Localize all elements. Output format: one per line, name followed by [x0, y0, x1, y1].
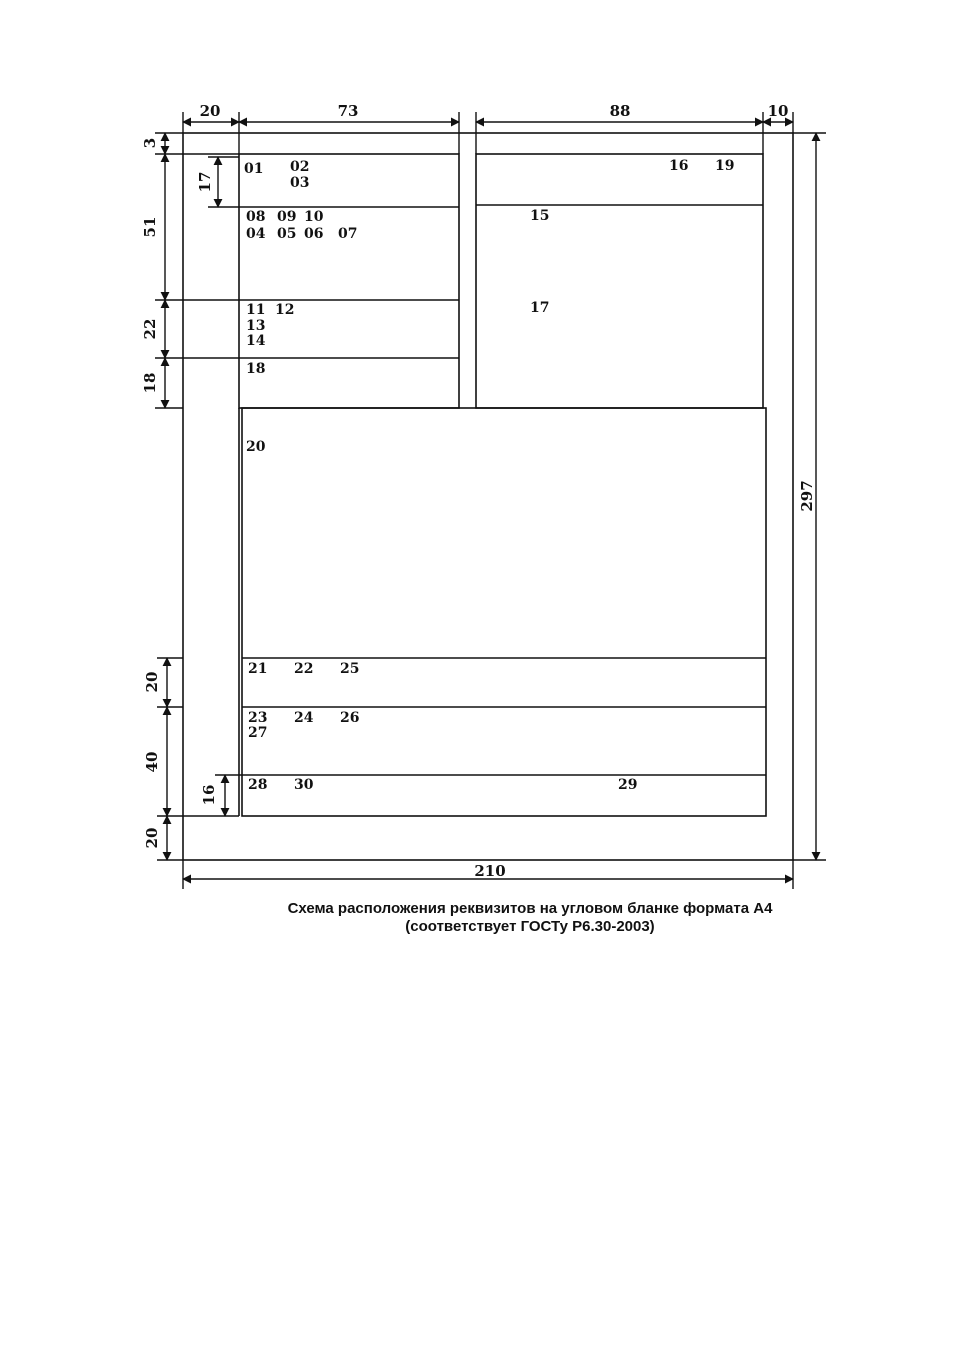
body-block [242, 408, 766, 816]
zone-10: 10 [304, 209, 324, 225]
caption-title: Схема расположения реквизитов на угловом бланке формата А4 [287, 900, 773, 917]
dim-left-header: 51 [141, 216, 159, 238]
dim-top-block: 73 [337, 102, 359, 120]
zone-30: 30 [294, 777, 314, 793]
zone-18: 18 [246, 361, 266, 377]
zone-11: 11 [246, 302, 266, 318]
dim-left-block: 22 [141, 318, 159, 340]
dim-bottom-margin: 20 [143, 827, 161, 849]
zone-15: 15 [530, 208, 550, 224]
dim-left-top-gap: 3 [141, 137, 159, 149]
dim-bottom-row: 20 [143, 671, 161, 693]
zone-12: 12 [275, 302, 295, 318]
zone-02: 02 [290, 159, 310, 175]
page-outline [183, 133, 793, 860]
dim-left-block2: 18 [141, 372, 159, 394]
dim-bottom-block: 40 [143, 751, 161, 773]
zone-13: 13 [246, 318, 266, 334]
page-height-label: 297 [798, 480, 816, 512]
zone-28: 28 [248, 777, 268, 793]
zone-23: 23 [248, 710, 268, 726]
page-width-label: 210 [474, 862, 506, 880]
zone-26: 26 [340, 710, 360, 726]
zone-20: 20 [246, 439, 266, 455]
zone-05: 05 [277, 226, 297, 242]
zone-09: 09 [277, 209, 297, 225]
dim-top-right-margin: 10 [767, 102, 789, 120]
right-header-block [476, 154, 763, 408]
zone-06: 06 [304, 226, 324, 242]
zone-03: 03 [290, 175, 310, 191]
zone-14: 14 [246, 333, 266, 349]
dim-top-left-margin: 20 [199, 102, 221, 120]
zone-17: 17 [530, 300, 550, 316]
zone-08: 08 [246, 209, 266, 225]
left-header-block [239, 154, 459, 408]
zone-22: 22 [294, 661, 314, 677]
dim-top-right-block: 88 [609, 102, 631, 120]
zone-19: 19 [715, 158, 735, 174]
zone-21: 21 [248, 661, 268, 677]
zone-27: 27 [248, 725, 268, 741]
dim-inner-row: 17 [196, 171, 214, 193]
zone-24: 24 [294, 710, 314, 726]
zone-16: 16 [669, 158, 689, 174]
zone-01: 01 [244, 161, 264, 177]
zone-07: 07 [338, 226, 358, 242]
zone-04: 04 [246, 226, 266, 242]
zone-29: 29 [618, 777, 638, 793]
dim-bottom-inner: 16 [200, 784, 218, 806]
caption-subtitle: (соответствует ГОСТу Р6.30-2003) [405, 918, 655, 935]
zone-25: 25 [340, 661, 360, 677]
